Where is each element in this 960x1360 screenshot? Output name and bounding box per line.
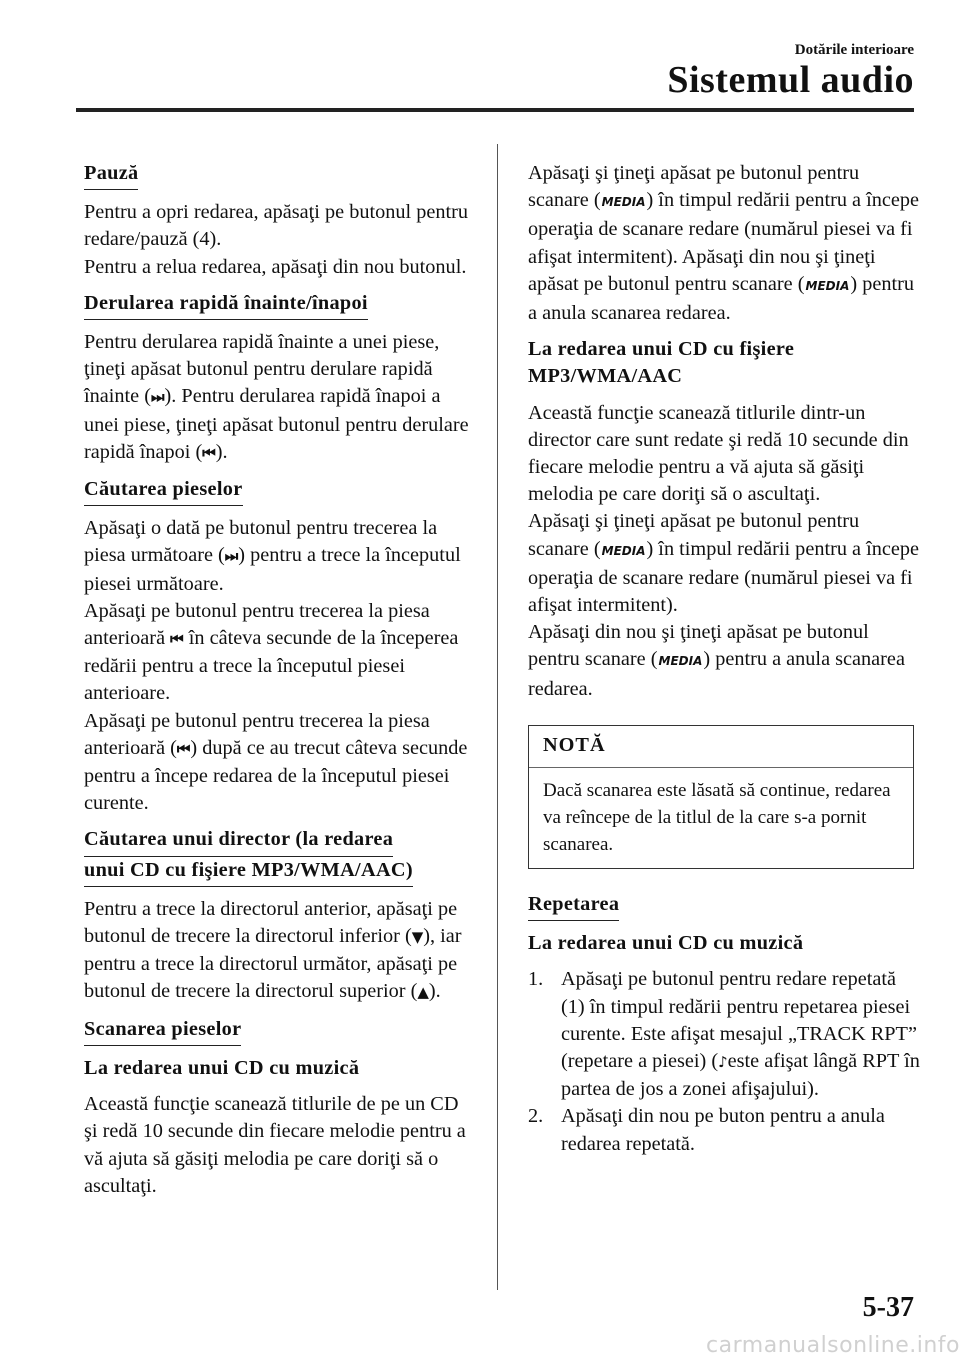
previous-track-icon: ⏮ — [170, 630, 182, 649]
track-search-heading: Căutarea pieselor — [84, 476, 243, 506]
track-search-text-4: în câteva secunde de la începerea redării pentru a trece la începutul piesei anterioare. — [84, 627, 459, 705]
folder-search-heading-line-2: unui CD cu fişiere MP3/WMA/AAC) — [84, 857, 413, 887]
folder-down-icon: ▼ — [411, 928, 422, 947]
scan-heading: Scanarea pieselor — [84, 1016, 241, 1046]
scan-paragraph: Această funcţie scanează titlurile de pe un CD şi redă 10 secunde din fiecare melodie pentru a vă ajuta să găsiţi melodia pe care doriţi să o ascultaţi. — [84, 1093, 466, 1197]
folder-search-heading — [84, 826, 476, 886]
folder-search-paragraph — [84, 896, 476, 1007]
media-button-icon: MEDIA — [601, 543, 646, 558]
track-search-text-1: Apăsaţi o dată pe butonul pentru trecerea la piesa următoare ( — [84, 517, 438, 567]
previous-track-icon: ⏮ — [176, 739, 189, 758]
repeat-steps — [528, 966, 920, 1157]
folder-up-icon: ▲ — [417, 983, 427, 1002]
fast-forward-text-3: ). — [215, 440, 228, 463]
repeat-heading: Repetarea — [528, 891, 619, 921]
right-column — [528, 160, 920, 1158]
track-search-text-2: ) pentru a trece la începutul piesei următoare. — [84, 544, 461, 595]
note-box — [528, 725, 914, 869]
step-text-cont: este afişat lângă RPT în partea de jos a zonei afişajului). — [561, 1050, 920, 1101]
scan-cd-text-1: Apăsaţi şi ţineţi apăsat pe butonul pentru scanare ( — [528, 162, 860, 212]
column-divider — [497, 144, 498, 1290]
media-button-icon: MEDIA — [601, 195, 646, 210]
mp3-text-1: Apăsaţi şi ţineţi apăsat pe butonul pentru scanare ( — [528, 510, 860, 560]
pause-heading: Pauză — [84, 160, 138, 190]
scan-subheading: La redarea unui CD cu muzică — [84, 1056, 360, 1079]
next-track-icon: ⏭ — [151, 388, 163, 407]
scan-cd-text-2: ) în timpul redării pentru a începe operaţia de scanare redare (numărul piesei va fi afişat intermitent). Apăsaţi din nou şi ţineţi apăsat pe butonul pentru scanare ( — [528, 189, 920, 295]
mp3-text-3: Apăsaţi din nou şi ţineţi apăsat pe butonul pentru scanare ( — [528, 621, 869, 671]
list-item — [528, 966, 920, 1103]
folder-search-text-3: ). — [428, 980, 441, 1003]
note-title: NOTĂ — [529, 726, 913, 768]
page-number: 5-37 — [862, 1292, 914, 1323]
mp3-paragraph-2 — [528, 508, 920, 619]
scan-cd-text-3: ) pentru a anula scanarea redarea. — [528, 272, 915, 325]
header-title: Sistemul audio — [667, 59, 914, 101]
mp3-subheading-line-2: MP3/WMA/AAC — [528, 365, 683, 388]
mp3-text-4: ) pentru a anula scanarea redarea. — [528, 648, 905, 700]
step-text: Apăsaţi din nou pe buton pentru a anula redarea repetată. — [561, 1105, 885, 1155]
pause-paragraph-1: Pentru a opri redarea, apăsaţi pe butonul pentru redare/pauză (4). — [84, 201, 469, 251]
track-search-paragraph-2 — [84, 598, 476, 708]
folder-search-heading-line-1: Căutarea unui director (la redarea — [84, 826, 393, 856]
mp3-subheading — [528, 336, 920, 390]
media-button-icon: MEDIA — [805, 278, 850, 293]
track-search-paragraph-3 — [84, 708, 476, 818]
media-button-icon: MEDIA — [658, 654, 703, 669]
track-search-text-6: ) după ce au trecut câteva secunde pentru a începe redarea de la începutul piesei curente. — [84, 736, 468, 815]
note-body: Dacă scanarea este lăsată să continue, redarea va reîncepe de la titlul de la care s-a pornit scanarea. — [543, 780, 891, 856]
track-search-text-5: Apăsaţi pe butonul pentru trecerea la piesa anterioară ( — [84, 709, 430, 759]
next-track-icon: ⏭ — [224, 547, 237, 566]
repeat-subheading: La redarea unui CD cu muzică — [528, 932, 804, 955]
header-section: Dotările interioare — [794, 42, 914, 58]
step-number: 2. — [528, 1105, 544, 1128]
scan-cd-paragraph — [528, 160, 920, 327]
folder-search-text-2: ), iar pentru a trece la directorul următor, apăsaţi pe butonul de trecere la directorul superior ( — [84, 925, 462, 1003]
header-rule — [76, 108, 914, 112]
step-number: 1. — [528, 968, 544, 991]
fast-forward-text-2: ). Pentru derularea rapidă înapoi a unei piese, ţineţi apăsat butonul pentru derulare rapidă înapoi ( — [84, 385, 469, 463]
mp3-text-2: ) în timpul redării pentru a începe operaţia de scanare redare (numărul piesei va fi afişat intermitent). — [528, 537, 920, 617]
mp3-paragraph-1: Această funcţie scanează titlurile dintr-un director care sunt redate şi redă 10 secunde din fiecare melodie pentru a vă ajuta să găsiţi melodia pe care doriţi să o ascultaţi. — [528, 401, 909, 506]
fast-forward-paragraph — [84, 329, 476, 467]
folder-search-text-1: Pentru a trece la directorul anterior, apăsaţi pe butonul de trecere la directorul inferior ( — [84, 897, 458, 948]
track-search-paragraph-1 — [84, 515, 476, 598]
mp3-paragraph-3 — [528, 619, 920, 703]
track-search-text-3: Apăsaţi pe butonul pentru trecerea la piesa anterioară — [84, 599, 430, 650]
music-note-icon: ♪ — [718, 1053, 726, 1072]
pause-paragraph-2: Pentru a relua redarea, apăsaţi din nou butonul. — [84, 255, 467, 278]
previous-track-icon: ⏮ — [202, 443, 214, 462]
step-text: Apăsaţi pe butonul pentru redare repetată (1) în timpul redării pentru repetarea piesei curente. Este afişat mesajul „TRACK RPT” (repetare a piesei) ( — [561, 968, 917, 1073]
left-column — [84, 160, 476, 1200]
list-item — [528, 1103, 920, 1157]
watermark: carmanualsonline.info — [706, 1333, 960, 1358]
mp3-subheading-line-1: La redarea unui CD cu fişiere — [528, 338, 795, 361]
fast-forward-heading: Derularea rapidă înainte/înapoi — [84, 290, 368, 320]
fast-forward-text-1: Pentru derularea rapidă înainte a unei piese, ţineţi apăsat butonul pentru derulare rapidă înainte ( — [84, 331, 440, 408]
